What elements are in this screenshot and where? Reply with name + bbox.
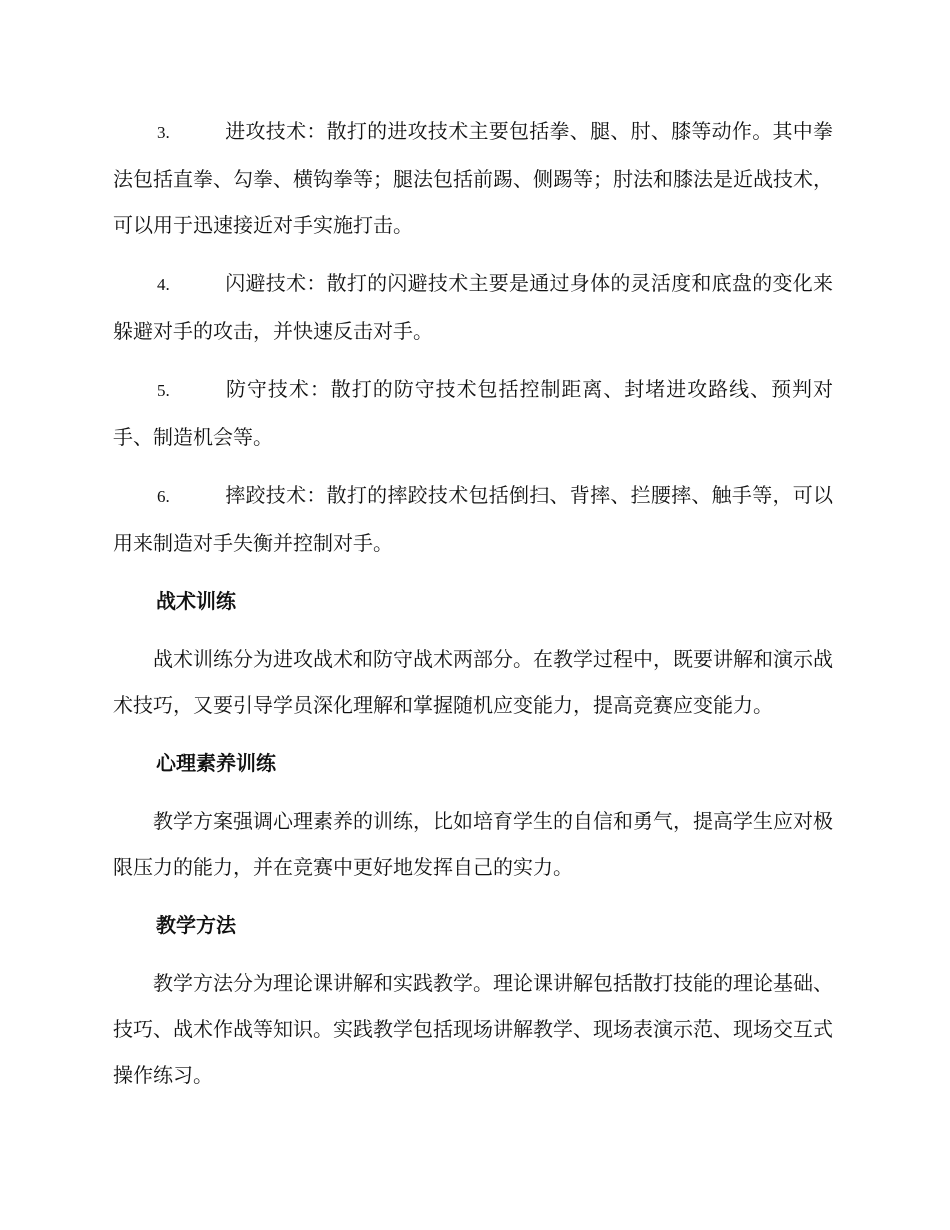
- section-body-tactics: 战术训练分为进攻战术和防守战术两部分。在教学过程中，既要讲解和演示战术技巧，又要引导学员深化理解和掌握随机应变能力，提高竞赛应变能力。: [113, 647, 833, 717]
- section-heading-psychology: 心理素养训练: [156, 751, 276, 775]
- section-heading-tactics: 战术训练: [156, 589, 236, 613]
- list-item-text: 进攻技术：散打的进攻技术主要包括拳、腿、肘、膝等动作。其中拳法包括直拳、勾拳、横钩拳等；腿法包括前踢、侧踢等；肘法和膝法是近战技术，可以用于迅速接近对手实施打击。: [113, 119, 833, 237]
- list-item-number: 4.: [157, 275, 170, 294]
- list-item-dodge-technique: [113, 260, 833, 354]
- section-body-teaching-methods: 教学方法分为理论课讲解和实践教学。理论课讲解包括散打技能的理论基础、技巧、战术作战等知识。实践教学包括现场讲解教学、现场表演示范、现场交互式操作练习。: [113, 971, 833, 1087]
- list-item-text: 闪避技术：散打的闪避技术主要是通过身体的灵活度和底盘的变化来躲避对手的攻击，并快速反击对手。: [113, 271, 833, 343]
- list-item-number: 5.: [157, 381, 170, 400]
- document-content: [113, 108, 833, 1110]
- section-body-psychology: 教学方案强调心理素养的训练，比如培育学生的自信和勇气，提高学生应对极限压力的能力，并在竞赛中更好地发挥自己的实力。: [113, 809, 833, 879]
- list-item-throw-technique: [113, 472, 833, 566]
- list-item-defense-technique: [113, 366, 833, 460]
- list-item-attack-technique: [113, 108, 833, 248]
- section-heading-teaching-methods: 教学方法: [156, 913, 236, 937]
- list-item-text: 摔跤技术：散打的摔跤技术包括倒扫、背摔、拦腰摔、触手等，可以用来制造对手失衡并控制对手。: [113, 483, 833, 555]
- list-item-number: 3.: [157, 123, 170, 142]
- list-item-number: 6.: [157, 487, 170, 506]
- list-item-text: 防守技术：散打的防守技术包括控制距离、封堵进攻路线、预判对手、制造机会等。: [113, 377, 833, 449]
